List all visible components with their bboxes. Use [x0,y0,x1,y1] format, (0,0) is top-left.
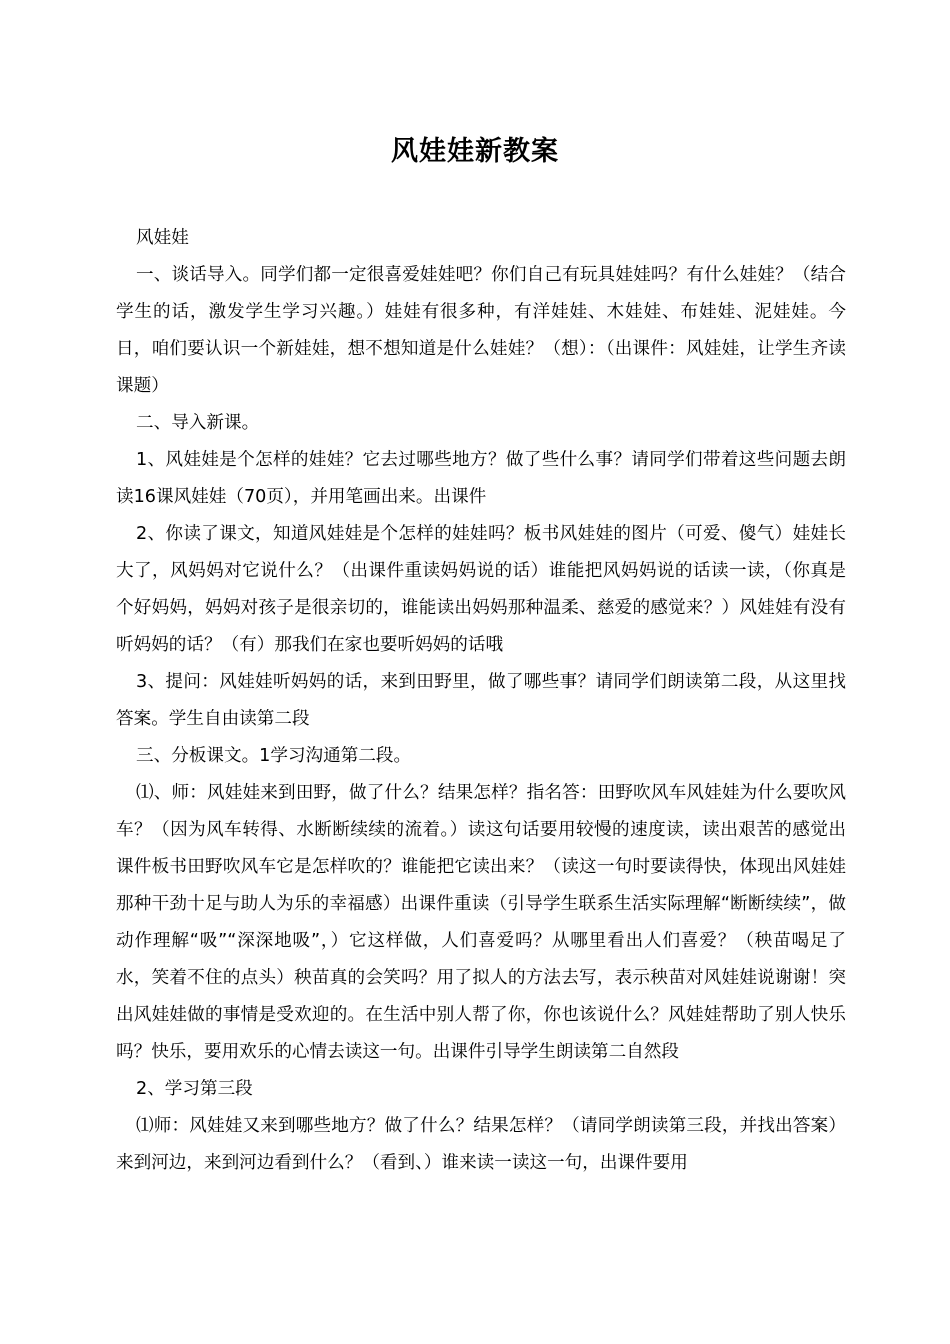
paragraph-item-1: 1、风娃娃是个怎样的娃娃？它去过哪些地方？做了些什么事？请同学们带着这些问题去朗读16课风娃娃（70页），并用笔画出来。出课件 [116,450,846,507]
paragraph-section-3-part-2-heading: 2、学习第三段 [136,1079,253,1099]
paragraph-subtitle: 风娃娃 [136,228,189,248]
paragraph-section-3-part-1: ⑴、师：风娃娃来到田野，做了什么？结果怎样？指名答：田野吹风车风娃娃为什么要吹风车？（因为风车转得、水断断续续的流着。）读这句话要用较慢的速度读，读出艰苦的感觉出课件板书田野吹风车它是怎样吹的？谁能把它读出来？（读这一句时要读得快，体现出风娃娃那种干劲十足与助人为乐的幸福感）出课件重读（引导学生联系生活实际理解“断断续续”，做动作理解“吸”“深深地吸”，）它这样做，人们喜爱吗？从哪里看出人们喜爱？（秧苗喝足了水，笑着不住的点头）秧苗真的会笑吗？用了拟人的方法去写，表示秧苗对风娃娃说谢谢！突出风娃娃做的事情是受欢迎的。在生活中别人帮了你，你也该说什么？风娃娃帮助了别人快乐吗？快乐，要用欢乐的心情去读这一句。出课件引导学生朗读第二自然段 [116,783,846,1062]
paragraph-section-2-heading: 二、导入新课。 [136,413,260,433]
paragraph-item-2: 2、你读了课文，知道风娃娃是个怎样的娃娃吗？板书风娃娃的图片（可爱、傻气）娃娃长大了，风妈妈对它说什么？（出课件重读妈妈说的话）谁能把风妈妈说的话读一读，（你真是个好妈妈，妈妈对孩子是很亲切的，谁能读出妈妈那种温柔、慈爱的感觉来？）风娃娃有没有听妈妈的话？（有）那我们在家也要听妈妈的话哦 [116,524,846,655]
paragraph-section-3-part-2: ⑴师：风娃娃又来到哪些地方？做了什么？结果怎样？（请同学朗读第三段，并找出答案）来到河边，来到河边看到什么？（看到、）谁来读一读这一句，出课件要用 [116,1116,846,1173]
paragraph-intro: 一、谈话导入。同学们都一定很喜爱娃娃吧？你们自己有玩具娃娃吗？有什么娃娃？（结合学生的话，激发学生学习兴趣。）娃娃有很多种，有洋娃娃、木娃娃、布娃娃、泥娃娃。今日，咱们要认识一个新娃娃，想不想知道是什么娃娃？（想）：（出课件：风娃娃，让学生齐读课题） [116,265,846,396]
document-body [116,220,846,1182]
document-title: 风娃娃新教案 [391,136,559,167]
paragraph-item-3: 3、提问：风娃娃听妈妈的话，来到田野里，做了哪些事？请同学们朗读第二段，从这里找答案。学生自由读第二段 [116,672,846,729]
paragraph-section-3-heading: 三、分板课文。1学习沟通第二段。 [136,746,412,766]
